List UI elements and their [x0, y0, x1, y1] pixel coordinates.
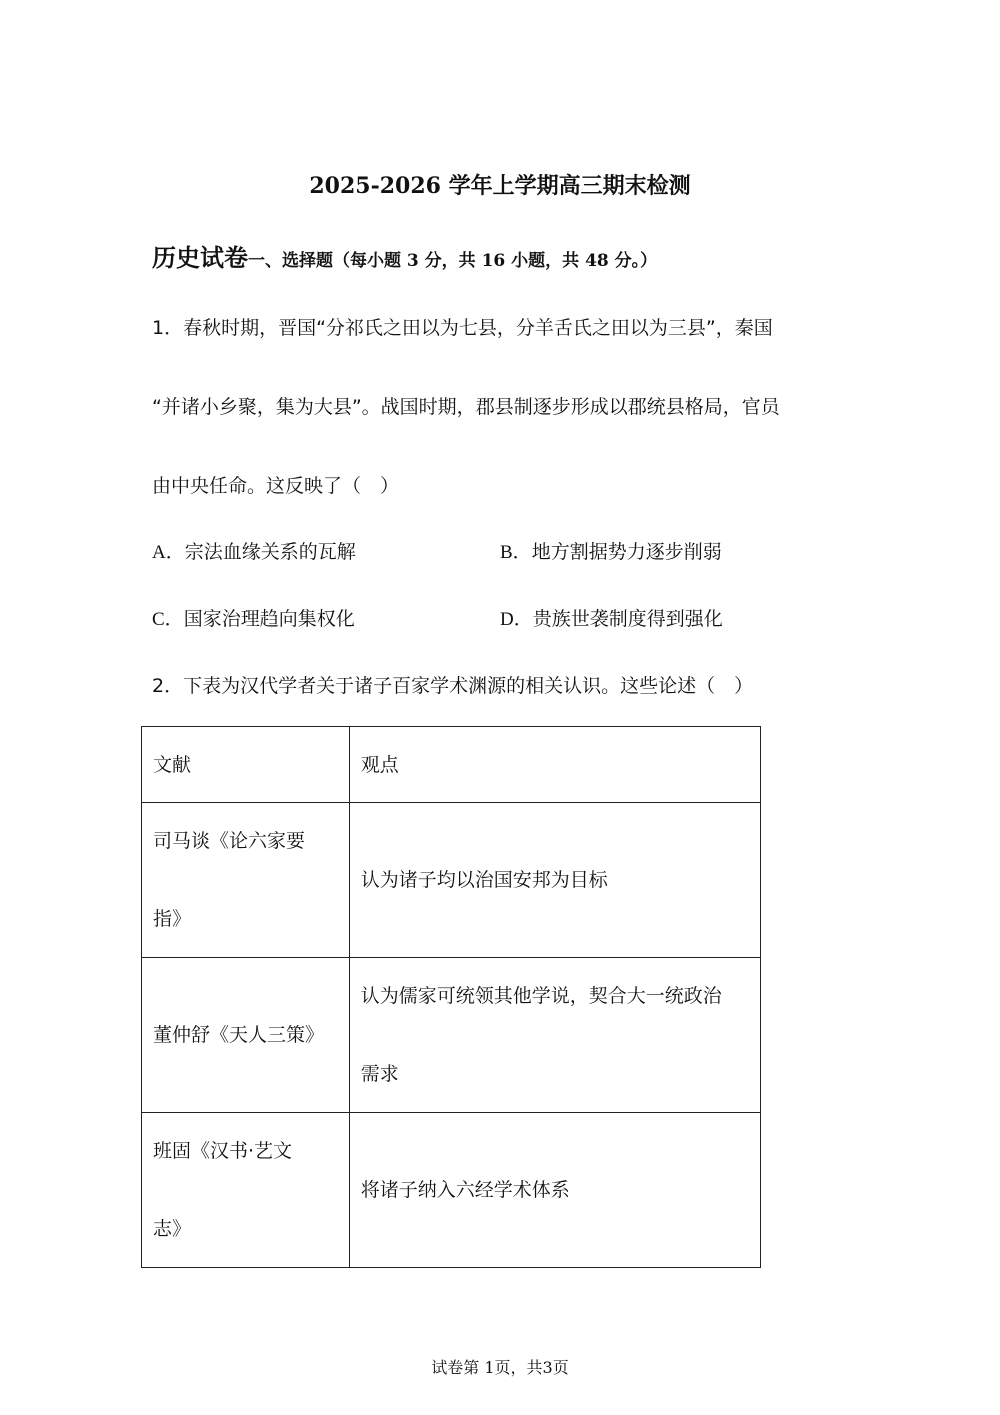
- question-1-option-c[interactable]: [152, 605, 355, 634]
- question-1-option-a[interactable]: [152, 538, 356, 567]
- option-letter: A．: [152, 542, 185, 563]
- option-text: 地方割据势力逐步削弱: [531, 541, 722, 563]
- option-text: 国家治理趋向集权化: [183, 608, 355, 630]
- question-2-stem: 2．下表为汉代学者关于诸子百家学术渊源的相关认识。这些论述（ ）: [152, 675, 754, 697]
- question-1-stem-line-3: 由中央任命。这反映了（ ）: [152, 475, 400, 497]
- option-letter: C．: [152, 609, 184, 630]
- source-table: [141, 726, 761, 1268]
- option-text: 贵族世袭制度得到强化: [532, 608, 723, 630]
- cell-text-line: 志》: [153, 1218, 192, 1240]
- cell-text-line: 司马谈《论六家要: [153, 830, 306, 852]
- page-footer: 试卷第 1页，共3页: [431, 1358, 569, 1377]
- table-row: [142, 958, 761, 1113]
- table-cell-viewpoint: [349, 1113, 760, 1268]
- table-cell-document: [142, 803, 350, 958]
- table-header-cell: 观点: [349, 727, 760, 803]
- option-letter: B．: [500, 542, 532, 563]
- cell-text-line: 需求: [360, 1063, 399, 1085]
- table-cell-viewpoint: [349, 958, 760, 1113]
- table-cell-document: [142, 958, 350, 1113]
- question-1-option-b[interactable]: [500, 538, 722, 567]
- table-row: [142, 1113, 761, 1268]
- table-cell-document: [142, 1113, 350, 1268]
- table-header-cell: 文献: [142, 727, 350, 803]
- section-heading: 一、选择题（每小题 3 分，共 16 小题，共 48 分。）: [248, 251, 658, 271]
- question-1-stem-line-1: 1．春秋时期，晋国“分祁氏之田以为七县，分羊舌氏之田以为三县”，秦国: [152, 317, 773, 339]
- cell-text-line: 认为儒家可统领其他学说，契合大一统政治: [360, 985, 722, 1007]
- option-text: 宗法血缘关系的瓦解: [184, 541, 356, 563]
- cell-text-line: 董仲舒《天人三策》: [153, 1024, 325, 1046]
- subject-line: [152, 238, 657, 273]
- cell-text-line: 指》: [153, 908, 192, 930]
- cell-text-line: 班固《汉书·艺文: [153, 1140, 293, 1162]
- question-1-option-d[interactable]: [500, 605, 723, 634]
- cell-text-line: 将诸子纳入六经学术体系: [360, 1179, 570, 1201]
- question-1-stem-line-2: “并诸小乡聚，集为大县”。战国时期，郡县制逐步形成以郡统县格局，官员: [152, 396, 780, 418]
- option-letter: D．: [500, 609, 533, 630]
- table-header-row: [142, 727, 761, 803]
- table-row: [142, 803, 761, 958]
- table-cell-viewpoint: [349, 803, 760, 958]
- subject-name: 历史试卷: [152, 244, 248, 272]
- exam-title: 2025-2026 学年上学期高三期末检测: [309, 173, 691, 199]
- cell-text-line: 认为诸子均以治国安邦为目标: [360, 869, 608, 891]
